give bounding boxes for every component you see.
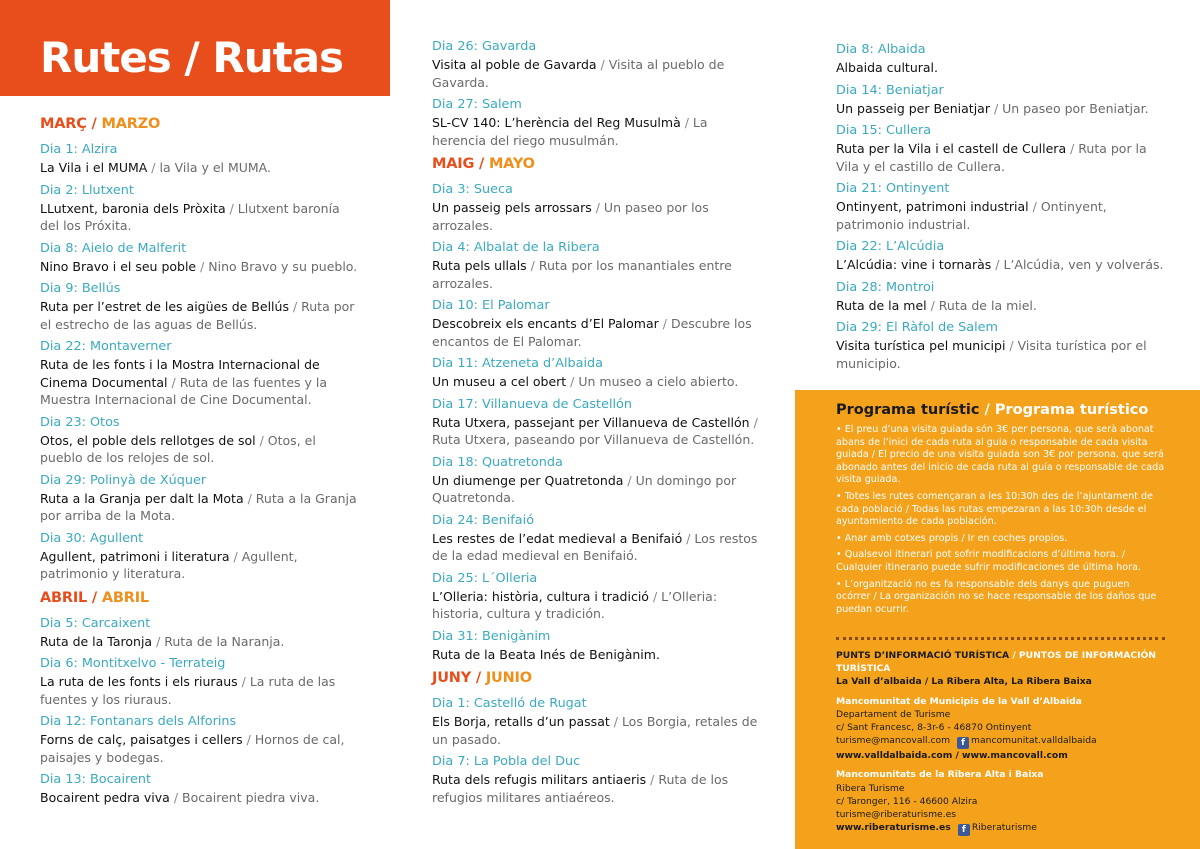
separator: / bbox=[682, 530, 695, 546]
route-description bbox=[40, 356, 358, 409]
separator: / bbox=[609, 714, 622, 729]
separator: / bbox=[1028, 199, 1041, 214]
route-item bbox=[432, 753, 762, 806]
route-es: Los Borgia, retales de un pasado. bbox=[432, 714, 758, 747]
route-ca: L’Olleria: història, cultura i tradició bbox=[432, 588, 649, 604]
route-ca: Les restes de l’edat medieval a Benifaió bbox=[432, 530, 683, 546]
route-es: Ruta por los manantiales entre arrozales. bbox=[432, 258, 732, 291]
route-description bbox=[432, 257, 762, 292]
route-description bbox=[432, 114, 762, 149]
route-day: Dia 26: Gavarda bbox=[432, 39, 537, 54]
route-item bbox=[40, 713, 358, 766]
route-ca: Forns de calç, paisatges i cellers bbox=[40, 732, 243, 747]
route-description bbox=[836, 256, 1166, 274]
route-item bbox=[40, 338, 358, 409]
month-es: ABRIL bbox=[101, 589, 149, 606]
separator: / bbox=[526, 258, 539, 273]
org2-contact-line bbox=[836, 821, 1176, 836]
route-ca: Ruta de la mel bbox=[836, 297, 927, 313]
route-description bbox=[432, 56, 762, 91]
facebook-icon: f bbox=[958, 824, 970, 836]
bullet-es: Cualquier itinerario puede sufrir modificaciones de última hora. bbox=[836, 561, 1141, 573]
route-item bbox=[40, 771, 358, 807]
bullet-ca: • L’organització no es fa responsable dels danys que puguen ocórrer bbox=[836, 578, 1130, 603]
route-ca: Ruta de la Taronja bbox=[40, 633, 153, 649]
route-description bbox=[40, 159, 358, 177]
dotted-divider bbox=[836, 637, 1165, 640]
route-es: L’Olleria: historia, cultura y tradición. bbox=[432, 588, 718, 621]
route-description bbox=[836, 297, 1166, 315]
route-description bbox=[40, 548, 358, 583]
route-description bbox=[836, 140, 1166, 175]
separator: / bbox=[288, 299, 302, 314]
separator: / bbox=[474, 156, 489, 172]
route-description bbox=[432, 472, 762, 507]
separator: / bbox=[147, 160, 160, 175]
route-description bbox=[40, 258, 358, 276]
route-description bbox=[40, 298, 358, 333]
month-ca: JUNY bbox=[432, 670, 472, 686]
programa-bullet bbox=[836, 579, 1165, 617]
separator: / bbox=[870, 591, 880, 603]
separator: / bbox=[989, 100, 1003, 116]
month-es: JUNIO bbox=[485, 670, 532, 686]
route-item bbox=[836, 238, 1166, 274]
route-day: Dia 11: Atzeneta d’Albaida bbox=[432, 356, 604, 371]
route-item bbox=[432, 355, 762, 391]
route-day: Dia 12: Fontanars dels Alforins bbox=[40, 714, 237, 729]
route-description bbox=[432, 373, 762, 391]
route-item bbox=[836, 319, 1166, 372]
separator: / bbox=[242, 732, 255, 747]
route-es: la Vila y el MUMA. bbox=[159, 160, 271, 175]
programa-title-es: Programa turístico bbox=[994, 402, 1149, 418]
programa-title-ca: Programa turístic bbox=[836, 402, 980, 418]
route-day: Dia 17: Villanueva de Castellón bbox=[432, 396, 632, 412]
org1-name: Mancomunitat de Municipis de la Vall d’Albaida bbox=[836, 695, 1082, 707]
separator: / bbox=[86, 116, 102, 132]
route-item bbox=[40, 615, 358, 651]
route-es: Ruta de las fuentes y la Muestra Internacional de Cine Documental. bbox=[40, 374, 328, 407]
route-ca: Ruta de la Beata Inés de Benigànim. bbox=[432, 646, 660, 662]
route-es: Ontinyent, patrimonio industrial. bbox=[836, 199, 1107, 232]
route-es: Bocairent piedra viva. bbox=[182, 790, 320, 805]
org2-email[interactable]: turisme@riberaturisme.es bbox=[836, 809, 957, 821]
route-ca: Visita turística pel municipi bbox=[836, 338, 1006, 353]
route-es: Ruta de los refugios militares antiaéreos. bbox=[432, 772, 729, 805]
route-day: Dia 3: Sueca bbox=[432, 182, 513, 197]
route-ca: Ontinyent, patrimoni industrial bbox=[836, 199, 1029, 214]
route-es: Visita al pueblo de Gavarda. bbox=[432, 57, 725, 90]
column-2 bbox=[432, 38, 762, 811]
month-heading bbox=[40, 114, 358, 134]
bullet-ca: • Totes les rutes començaran a les 10:30h des de l’ajuntament de cada població bbox=[836, 490, 1154, 515]
contacts-region: La Vall d’albaida / La Ribera Alta, La Ribera Baixa bbox=[836, 676, 1092, 688]
route-day: Dia 28: Montroi bbox=[836, 279, 935, 295]
route-ca: LLutxent, baronia dels Pròxita bbox=[40, 200, 226, 216]
route-item bbox=[432, 512, 762, 565]
org1-address: c/ Sant Francesc, 8-3r-6 - 46870 Ontinyent bbox=[836, 722, 1032, 734]
route-item bbox=[40, 655, 358, 708]
separator: / bbox=[902, 503, 912, 515]
org2-name: Mancomunitats de la Ribera Alta i Baixa bbox=[836, 769, 1044, 781]
bullet-es: Ir en coches propios. bbox=[967, 532, 1068, 544]
route-ca: SL-CV 140: L’herència del Reg Musulmà bbox=[432, 115, 681, 130]
route-description bbox=[40, 673, 358, 708]
route-description bbox=[432, 713, 762, 748]
separator: / bbox=[169, 790, 183, 805]
month-es: MARZO bbox=[101, 116, 161, 132]
route-ca: Visita al poble de Gavarda bbox=[432, 57, 597, 72]
separator: / bbox=[623, 472, 636, 488]
route-description bbox=[836, 59, 1166, 77]
separator: / bbox=[566, 374, 579, 389]
month-heading bbox=[432, 668, 762, 688]
programa-bullet bbox=[836, 424, 1165, 487]
route-item bbox=[836, 41, 1166, 77]
separator: / bbox=[591, 200, 604, 215]
separator: / bbox=[1009, 650, 1019, 661]
route-es: Agullent, patrimonio y literatura. bbox=[40, 548, 298, 581]
route-ca: Un museu a cel obert bbox=[432, 374, 567, 389]
page-title: Rutes / Rutas bbox=[40, 33, 344, 82]
route-description bbox=[40, 432, 358, 467]
route-day: Dia 10: El Palomar bbox=[432, 298, 550, 313]
route-day: Dia 4: Albalat de la Ribera bbox=[432, 240, 600, 255]
org1-dept: Departament de Turisme bbox=[836, 708, 951, 720]
month-ca: ABRIL bbox=[40, 589, 88, 606]
separator: / bbox=[243, 490, 256, 506]
route-description bbox=[432, 588, 762, 623]
route-day: Dia 1: Castelló de Rugat bbox=[432, 696, 587, 711]
route-description bbox=[836, 337, 1166, 372]
route-ca: Els Borja, retalls d’un passat bbox=[432, 714, 610, 729]
route-es: Descubre los encantos de El Palomar. bbox=[432, 316, 752, 349]
route-es: Ruta a la Granja por arriba de la Mota. bbox=[40, 490, 357, 523]
route-es: La ruta de las fuentes y los riuraus. bbox=[40, 674, 336, 707]
route-item bbox=[432, 396, 762, 449]
route-es: Ruta de la Naranja. bbox=[164, 633, 285, 649]
route-description bbox=[432, 646, 762, 664]
bullet-ca: • Anar amb cotxes propis bbox=[836, 532, 959, 544]
route-es: L’Alcúdia, ven y volverás. bbox=[1003, 257, 1164, 272]
month-heading bbox=[40, 588, 358, 608]
route-description bbox=[836, 198, 1166, 233]
route-description bbox=[432, 414, 762, 449]
route-ca: Ruta de les fonts i la Mostra Internacional de Cinema Documental bbox=[40, 357, 320, 390]
column-3 bbox=[836, 41, 1166, 377]
route-ca: Ruta Utxera, passejant per Villanueva de Castellón bbox=[432, 414, 750, 430]
route-description bbox=[836, 100, 1166, 118]
separator: / bbox=[237, 674, 250, 689]
route-description bbox=[432, 199, 762, 234]
route-es: Nino Bravo y su pueblo. bbox=[208, 258, 358, 274]
separator: / bbox=[749, 414, 758, 430]
route-day: Dia 24: Benifaió bbox=[432, 512, 535, 528]
route-es: Un museo a cielo abierto. bbox=[578, 374, 739, 389]
route-description bbox=[40, 633, 358, 651]
route-day: Dia 22: Montaverner bbox=[40, 339, 172, 354]
separator: / bbox=[1066, 141, 1079, 156]
contacts bbox=[836, 649, 1176, 836]
route-ca: La Vila i el MUMA bbox=[40, 160, 148, 175]
route-day: Dia 25: L´Olleria bbox=[432, 570, 538, 586]
org1-facebook[interactable]: mancomunitat.valldalbaida bbox=[971, 735, 1097, 747]
contacts-header-ca: PUNTS D’INFORMACIÓ TURÍSTICA bbox=[836, 650, 1010, 661]
route-es: Ruta por la Vila y el castillo de Cullera. bbox=[836, 141, 1147, 174]
route-ca: La ruta de les fonts i els riuraus bbox=[40, 674, 238, 689]
separator: / bbox=[979, 402, 995, 418]
route-day: Dia 15: Cullera bbox=[836, 123, 932, 138]
route-ca: Descobreix els encants d’El Palomar bbox=[432, 316, 659, 331]
route-es: Un paseo por Beniatjar. bbox=[1002, 100, 1149, 116]
route-item bbox=[432, 38, 762, 91]
route-day: Dia 8: Albaida bbox=[836, 42, 926, 57]
route-item bbox=[432, 96, 762, 149]
route-day: Dia 6: Montitxelvo - Terrateig bbox=[40, 656, 226, 671]
programa-bullet bbox=[836, 533, 1165, 546]
separator: / bbox=[87, 589, 102, 606]
column-1 bbox=[40, 110, 358, 812]
route-item bbox=[432, 297, 762, 350]
route-item bbox=[40, 414, 358, 467]
route-item bbox=[432, 454, 762, 507]
route-ca: Ruta dels refugis militars antiaeris bbox=[432, 772, 647, 787]
route-ca: Agullent, patrimoni i literatura bbox=[40, 548, 230, 564]
contacts-header bbox=[836, 649, 1176, 675]
route-day: Dia 13: Bocairent bbox=[40, 772, 152, 787]
title-band bbox=[0, 0, 390, 96]
route-item bbox=[836, 122, 1166, 175]
route-ca: Un passeig pels arrossars bbox=[432, 200, 592, 215]
route-day: Dia 1: Alzira bbox=[40, 142, 118, 157]
route-es: Los restos de la edad medieval en Benifaió. bbox=[432, 530, 758, 563]
route-item bbox=[40, 141, 358, 177]
separator: / bbox=[471, 670, 486, 686]
route-ca: L’Alcúdia: vine i tornaràs bbox=[836, 257, 992, 272]
month-ca: MARÇ bbox=[40, 116, 87, 132]
route-day: Dia 9: Bellús bbox=[40, 281, 121, 296]
route-day: Dia 22: L’Alcúdia bbox=[836, 239, 945, 254]
org1-email[interactable]: turisme@mancovall.com bbox=[836, 735, 951, 747]
route-item bbox=[432, 239, 762, 292]
route-es: Un domingo por Quatretonda. bbox=[432, 472, 737, 505]
bullet-es: El precio de una visita guiada son 3€ por persona, que será abonado antes del inicio de cada ruta al guía o responsable de cada visita guiada. bbox=[836, 449, 1165, 486]
contacts-header-es: PUNTOS DE INFORMACIÓN TURÍSTICA bbox=[836, 650, 1156, 675]
route-item bbox=[40, 280, 358, 333]
route-description bbox=[432, 315, 762, 350]
route-day: Dia 31: Benigànim bbox=[432, 628, 551, 644]
month-heading bbox=[432, 154, 762, 174]
route-ca: Otos, el poble dels rellotges de sol bbox=[40, 432, 256, 448]
bullet-ca: • El preu d’una visita guiada són 3€ per persona, que serà abonat abans de l’inici de cada ruta al guia o responsable de cada visita guiada bbox=[836, 424, 1154, 461]
route-item bbox=[40, 240, 358, 276]
route-day: Dia 2: Llutxent bbox=[40, 182, 134, 198]
separator: / bbox=[648, 588, 662, 604]
separator: / bbox=[596, 57, 609, 72]
route-item bbox=[40, 182, 358, 235]
route-ca: Un diumenge per Quatretonda bbox=[432, 472, 624, 488]
route-es: Otos, el pueblo de los relojes de sol. bbox=[40, 432, 316, 465]
separator: / bbox=[926, 297, 939, 313]
route-description bbox=[40, 490, 358, 525]
separator: / bbox=[1005, 338, 1018, 353]
route-ca: Ruta per la Vila i el castell de Cullera bbox=[836, 141, 1067, 156]
route-description bbox=[432, 530, 762, 565]
separator: / bbox=[196, 258, 209, 274]
route-ca: Ruta pels ullals bbox=[432, 258, 527, 273]
route-item bbox=[40, 530, 358, 583]
separator: / bbox=[680, 115, 693, 130]
route-day: Dia 21: Ontinyent bbox=[836, 181, 950, 196]
org1-web[interactable]: www.valldalbaida.com / www.mancovall.com bbox=[836, 750, 1068, 762]
route-day: Dia 23: Otos bbox=[40, 414, 120, 430]
org1-contact-line bbox=[836, 734, 1176, 749]
route-es: La herencia del riego musulmán. bbox=[432, 115, 708, 148]
programa-bullet bbox=[836, 549, 1165, 574]
month-ca: MAIG bbox=[432, 156, 475, 172]
bullet-es: La organización no se hace responsable de los daños que puedan ocurrir. bbox=[836, 591, 1157, 615]
separator: / bbox=[167, 374, 180, 390]
route-ca: Nino Bravo i el seu poble bbox=[40, 258, 197, 274]
route-es: Ruta de la miel. bbox=[938, 297, 1037, 313]
bullet-ca: • Qualsevol itinerari pot sofrir modificacions d’última hora. bbox=[836, 549, 1119, 561]
separator: / bbox=[958, 532, 968, 544]
separator: / bbox=[152, 633, 165, 649]
route-es: Ruta por el estrecho de las aguas de Bellús. bbox=[40, 299, 355, 332]
route-day: Dia 29: El Ràfol de Salem bbox=[836, 320, 999, 335]
programa-title bbox=[836, 400, 1148, 420]
separator: / bbox=[868, 449, 879, 461]
separator: / bbox=[658, 316, 671, 331]
route-day: Dia 18: Quatretonda bbox=[432, 454, 563, 470]
route-day: Dia 5: Carcaixent bbox=[40, 615, 151, 631]
facebook-icon: f bbox=[957, 737, 969, 749]
route-es: Visita turística por el municipio. bbox=[836, 338, 1147, 371]
separator: / bbox=[991, 257, 1004, 272]
route-es: Hornos de cal, paisajes y bodegas. bbox=[40, 732, 345, 765]
route-es: Ruta Utxera, paseando por Villanueva de Castellón. bbox=[432, 432, 755, 447]
month-es: MAYO bbox=[488, 156, 535, 172]
org2-web[interactable]: www.riberaturisme.es bbox=[836, 822, 951, 834]
separator: / bbox=[1118, 549, 1126, 561]
org2-dept: Ribera Turisme bbox=[836, 782, 905, 794]
route-ca: Albaida cultural. bbox=[836, 60, 938, 75]
route-item bbox=[432, 695, 762, 748]
route-item bbox=[836, 279, 1166, 315]
bullet-es: Todas las rutas empezaran a las 10:30h desde el ayuntamiento de cada población. bbox=[836, 503, 1147, 528]
route-description bbox=[40, 789, 358, 807]
route-item bbox=[836, 82, 1166, 118]
separator: / bbox=[255, 432, 268, 448]
route-item bbox=[836, 180, 1166, 233]
separator: / bbox=[229, 548, 242, 564]
route-item bbox=[432, 628, 762, 664]
route-description bbox=[40, 200, 358, 235]
route-day: Dia 8: Aielo de Malferit bbox=[40, 240, 187, 256]
route-ca: Un passeig per Beniatjar bbox=[836, 100, 990, 116]
route-ca: Ruta per l’estret de les aigües de Bellús bbox=[40, 299, 289, 314]
route-day: Dia 14: Beniatjar bbox=[836, 82, 944, 98]
separator: / bbox=[225, 200, 238, 216]
route-ca: Bocairent pedra viva bbox=[40, 790, 170, 805]
route-description bbox=[432, 771, 762, 806]
separator: / bbox=[646, 772, 659, 787]
route-es: Llutxent baronía del los Próxita. bbox=[40, 200, 340, 233]
programa-bullet bbox=[836, 491, 1165, 529]
route-day: Dia 27: Salem bbox=[432, 97, 522, 112]
org2-facebook[interactable]: Riberaturisme bbox=[971, 822, 1037, 834]
route-item bbox=[432, 181, 762, 234]
route-item bbox=[432, 570, 762, 623]
route-item bbox=[40, 472, 358, 525]
route-day: Dia 7: La Pobla del Duc bbox=[432, 754, 581, 769]
programa-bullets bbox=[836, 424, 1165, 620]
route-ca: Ruta a la Granja per dalt la Mota bbox=[40, 490, 244, 506]
route-description bbox=[40, 731, 358, 766]
route-es: Un paseo por los arrozales. bbox=[432, 200, 709, 233]
org2-address: c/ Taronger, 116 - 46600 Alzira bbox=[836, 795, 978, 807]
route-day: Dia 29: Polinyà de Xúquer bbox=[40, 472, 207, 488]
route-day: Dia 30: Agullent bbox=[40, 530, 144, 546]
